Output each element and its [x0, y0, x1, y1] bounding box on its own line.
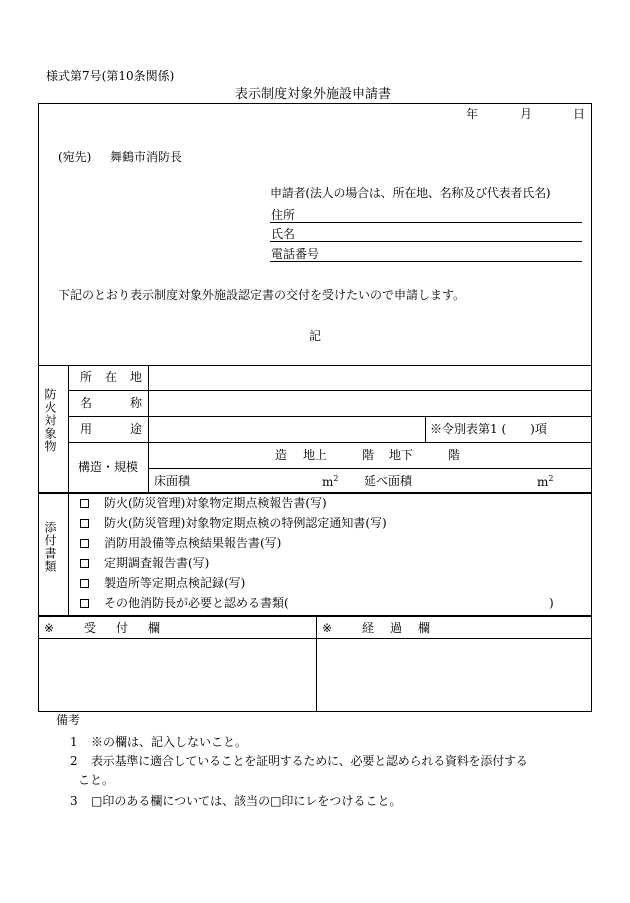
structure-floor-1: 階	[362, 448, 375, 462]
form-number: 様式第7号(第10条関係)	[46, 69, 175, 83]
total-area-label: 延べ面積	[364, 474, 413, 488]
form-title: 表示制度対象外施設申請書	[235, 87, 392, 102]
attachment-item-2: 防火(防災管理)対象物定期点検の特例認定通知書(写)	[104, 516, 387, 530]
note-2-text: 表示基準に適合していることを証明するために、必要と認められる資料を添付する	[91, 754, 528, 768]
application-section	[38, 103, 592, 366]
date-year-label: 年	[466, 107, 479, 121]
progress-label-1: 経	[362, 621, 375, 635]
attachment-checkbox-6[interactable]	[80, 599, 89, 608]
building-name-label: 名 称	[80, 396, 142, 410]
office-use-divider	[316, 616, 317, 712]
note-3-number: 3	[70, 794, 78, 808]
attachment-checkbox-2[interactable]	[80, 519, 89, 528]
receipt-label-1: 受	[84, 621, 97, 635]
applicant-address-label: 住所	[271, 208, 296, 222]
attachment-item-5: 製造所等定期点検記録(写)	[104, 576, 246, 590]
total-area-unit: $m^2$	[537, 474, 554, 489]
attachments-label-divider	[68, 493, 69, 616]
note-3-text: □印のある欄については、該当の□印にレをつけること。	[91, 794, 402, 808]
floor-area-label: 床面積	[154, 474, 191, 488]
notes-heading: 備考	[56, 713, 81, 727]
note-2-number: 2	[70, 754, 78, 768]
office-use-header-line	[38, 638, 592, 639]
ki-mark: 記	[309, 329, 322, 343]
structure-below: 地下	[389, 448, 414, 462]
applicant-phone-label: 電話番号	[271, 247, 320, 261]
attachment-item-6: その他消防長が必要と認める書類(	[104, 596, 289, 610]
building-row-line-4	[148, 468, 592, 469]
building-row-line-1	[68, 390, 592, 391]
note-2-continuation: こと。	[78, 773, 115, 787]
progress-label-2: 過	[390, 621, 403, 635]
attachment-checkbox-5[interactable]	[80, 579, 89, 588]
attachment-checkbox-1[interactable]	[80, 499, 89, 508]
building-row-line-2	[68, 416, 592, 417]
attachment-checkbox-3[interactable]	[80, 539, 89, 548]
attachment-item-3: 消防用設備等点検結果報告書(写)	[104, 536, 282, 550]
addressee-name: 舞鶴市消防長	[110, 150, 183, 164]
use-classification-note: ※令別表第1 ( )項	[430, 422, 547, 436]
request-sentence: 下記のとおり表示制度対象外施設認定書の交付を受けたいので申請します。	[58, 288, 466, 302]
attachment-checkbox-4[interactable]	[80, 559, 89, 568]
date-month-label: 月	[520, 107, 533, 121]
structure-above: 地上	[303, 448, 328, 462]
note-1-number: 1	[70, 735, 78, 749]
structure-floor-2: 階	[448, 448, 461, 462]
building-row-line-3	[68, 442, 592, 443]
progress-mark: ※	[322, 621, 333, 635]
phone-underline	[270, 261, 582, 262]
structure-zou: 造	[275, 448, 288, 462]
receipt-label-3: 欄	[148, 621, 161, 635]
attachment-item-1: 防火(防災管理)対象物定期点検報告書(写)	[104, 496, 327, 510]
name-underline	[270, 241, 582, 242]
use-note-divider	[425, 416, 426, 442]
date-day-label: 日	[573, 107, 586, 121]
applicant-name-label: 氏名	[271, 227, 296, 241]
floor-area-unit: $m^2$	[322, 474, 339, 489]
progress-label-3: 欄	[418, 621, 431, 635]
building-field-divider	[148, 365, 149, 493]
applicant-heading: 申請者(法人の場合は、所在地、名称及び代表者氏名)	[270, 186, 551, 200]
attachments-section-label: 添付書類	[43, 521, 57, 573]
building-section-label: 防火対象物	[43, 388, 57, 453]
use-label: 用 途	[80, 422, 142, 436]
structure-label: 構造・規模	[78, 460, 139, 474]
attachment-item-6-close: )	[549, 596, 554, 610]
location-label: 所 在 地	[80, 370, 142, 384]
building-label-divider	[68, 365, 69, 493]
attachment-item-4: 定期調査報告書(写)	[104, 556, 210, 570]
receipt-label-2: 付	[116, 621, 129, 635]
addressee-label: (宛先)	[58, 150, 92, 164]
note-1-text: ※の欄は、記入しないこと。	[91, 735, 248, 749]
address-underline	[270, 222, 582, 223]
receipt-mark: ※	[44, 621, 55, 635]
